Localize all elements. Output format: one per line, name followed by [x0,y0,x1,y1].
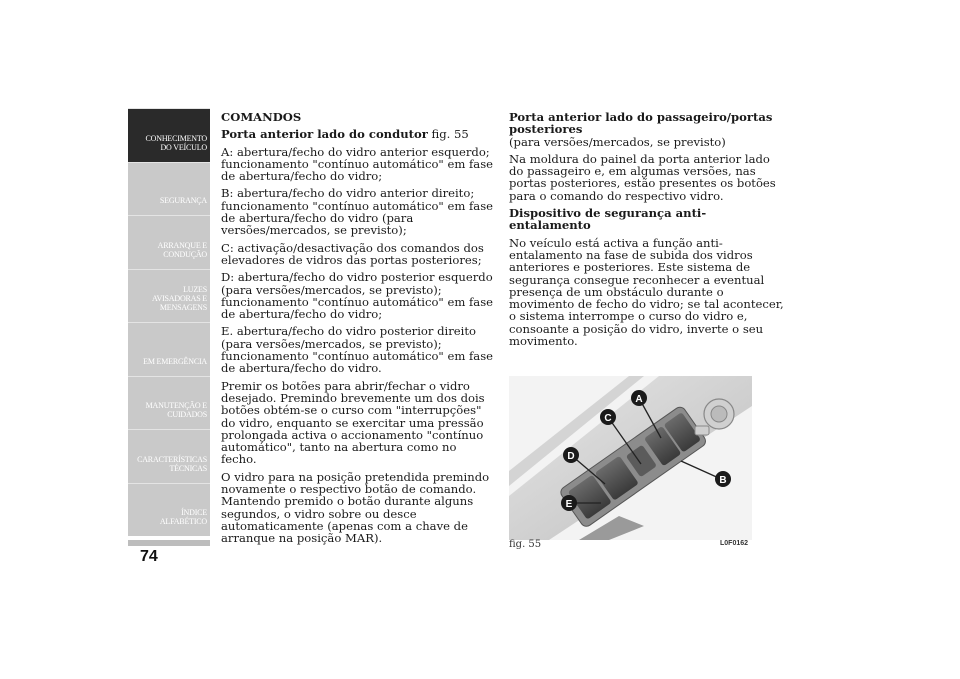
sidebar-tab-2[interactable] [128,215,210,269]
anti-pinch-paragraph: No veículo está activa a função anti-entalamento na fase de subida dos vidros anteriores e posteriores. Este sistema de segurança consegue reconhecer a eventual presença de um obstáculo durante o movimento de fecho do vidro; se tal acontecer, o sistema interrompe o curso do vidro e, consoante a posição do vidro, inverte o seu movimento. [509,235,784,349]
section-heading: COMANDOS [221,110,302,124]
page-number-bar [128,540,210,546]
paragraph-d: D: abertura/fecho do vidro posterior esquerdo (para versões/mercados, se previsto); funcionamento "contínuo automático" em fase de abertura/fecho do vidro; [221,270,494,322]
sidebar-tab-label [143,357,207,366]
anti-pinch-heading: Dispositivo de segurança anti-entalamento [509,206,707,233]
sidebar-tab-5[interactable] [128,376,210,430]
passenger-heading-note: (para versões/mercados, se previsto) [509,134,726,149]
svg-text:A: A [635,394,643,405]
sub-heading [221,128,493,140]
sidebar-tab-1[interactable] [128,162,210,216]
sidebar-tab-line: MANUTENÇÃO E [145,401,207,410]
paragraph-c: C: activação/desactivação dos comandos dos elevadores de vidros das portas posteriores; [221,240,484,267]
paragraph-stop: O vidro para na posição pretendida premindo novamente o respectivo botão de comando. Mantendo premido o botão durante alguns segundos, o vidro sobre ou desce automaticamente (apenas com a chave de arranque na posição MAR). [221,469,490,546]
right-column [509,111,784,352]
sidebar-tab-7[interactable] [128,483,210,537]
sidebar-tab-line: CUIDADOS [167,410,207,419]
sidebar-tab-label [146,401,207,419]
sidebar-tab-line: ÍNDICE [181,508,207,517]
figure-caption: fig. 55 [509,539,542,550]
sidebar-tab-line: ALFABÉTICO [159,517,207,526]
sidebar-tab-label [158,241,207,259]
svg-text:B: B [719,475,727,486]
sidebar-tab-line: MENSAGENS [159,303,207,312]
sidebar-tab-label [137,455,207,473]
sidebar-tab-line: CONHECIMENTO [145,133,207,143]
svg-text:C: C [604,413,612,424]
sidebar-tab-label [146,134,207,152]
mirror-selector [695,426,709,435]
sidebar-tab-line: AVISADORAS E [151,294,207,303]
mirror-knob-center [711,406,727,422]
sidebar-tab-0[interactable] [128,108,210,162]
callout-a [631,390,647,406]
sidebar-tab-3[interactable] [128,269,210,323]
sidebar-tab-line: CARACTERÍSTICAS [137,454,207,464]
sidebar-tab-line: SEGURANÇA [159,196,207,205]
window-switch-illustration [509,376,752,540]
sidebar-tab-line: EM EMERGÊNCIA [143,356,207,366]
sidebar-tab-line: DO VEÍCULO [160,142,207,152]
paragraph-a: A: abertura/fecho do vidro anterior esquerdo; funcionamento "contínuo automático" em fase de abertura/fecho do vidro; [221,144,494,184]
left-column [221,111,493,550]
sidebar-tab-6[interactable] [128,429,210,483]
page-number: 74 [140,548,158,565]
sidebar-tab-label [160,196,207,205]
figure-reference: fig. 55 [427,127,469,142]
svg-text:E: E [565,499,573,510]
section-sidebar [128,108,210,536]
sidebar-tab-4[interactable] [128,322,210,376]
callout-b [715,471,731,487]
sidebar-tab-line: LUZES [183,285,207,294]
paragraph-b: B: abertura/fecho do vidro anterior direito; funcionamento "contínuo automático" em fase de abertura/fecho do vidro (para versões/mercados, se previsto); [221,186,494,238]
sidebar-tab-label [160,508,207,526]
sub-heading-text: Porta anterior lado do condutor [221,127,428,142]
figure-code: L0F0162 [720,540,749,547]
passenger-heading-text: Porta anterior lado do passageiro/portas posteriores [509,110,773,137]
svg-text:D: D [567,451,575,462]
figure-window-controls [509,376,752,540]
sidebar-tab-line: ARRANQUE E [157,240,207,250]
sidebar-tab-label [152,285,207,312]
sidebar-tab-line: CONDUÇÃO [163,249,207,259]
passenger-heading [509,111,784,148]
callout-d [563,447,579,463]
paragraph-instructions: Premir os botões para abrir/fechar o vidro desejado. Premindo brevemente um dos dois botões obtém-se o curso com "interrupções" do vidro, enquanto se exercitar uma pressão prolongada activa o accionamento "contínuo automático", tanto na abertura como no fecho. [221,378,485,467]
sidebar-tab-line: TÉCNICAS [169,463,207,473]
paragraph-e: E. abertura/fecho do vidro posterior direito (para versões/mercados, se previsto); funcionamento "contínuo automático" em fase de abertura/fecho do vidro. [221,324,494,376]
callout-e [561,495,577,511]
callout-c [600,409,616,425]
passenger-paragraph: Na moldura do painel da porta anterior lado do passageiro e, em algumas versões, nas portas posteriores, estão presentes os botões para o comando do respectivo vidro. [509,151,776,203]
